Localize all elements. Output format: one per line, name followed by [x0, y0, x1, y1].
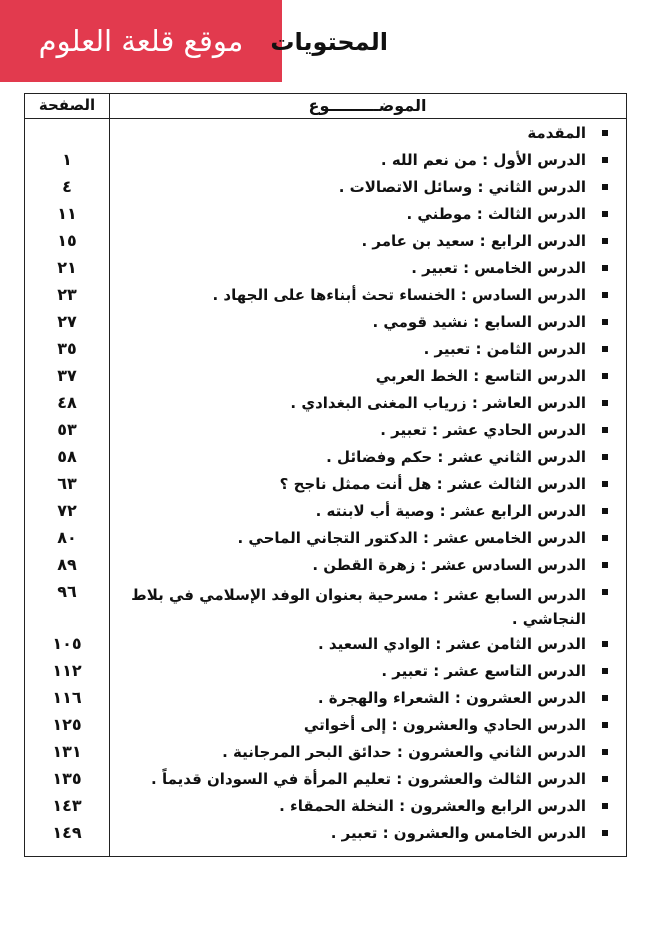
toc-topic: الدرس التاسع : الخط العربي	[375, 367, 586, 385]
toc-topic: الدرس الثالث عشر : هل أنت ممثل ناجح ؟	[279, 475, 586, 493]
toc-page-number: ١٣٥	[52, 769, 82, 788]
toc-topic: الدرس التاسع عشر : تعبير .	[381, 662, 586, 680]
toc-row	[25, 309, 626, 336]
toc-page-number: ٤٨	[57, 393, 77, 412]
header-divider	[25, 118, 626, 119]
toc-page-number: ٢٣	[57, 285, 77, 304]
page-title: المحتويات	[270, 28, 388, 56]
toc-page-number: ١١	[57, 204, 77, 223]
toc-page-number: ٥٨	[57, 447, 77, 466]
bullet-icon	[602, 641, 608, 647]
toc-topic: الدرس الثامن عشر : الوادي السعيد .	[317, 635, 586, 653]
bullet-icon	[602, 481, 608, 487]
toc-topic: الدرس الثالث والعشرون : تعليم المرأة في السودان قديماً .	[151, 770, 586, 788]
toc-page-number: ٥٣	[57, 420, 77, 439]
watermark-text: موقع قلعة العلوم	[38, 24, 244, 58]
bullet-icon	[602, 454, 608, 460]
toc-topic: الدرس الرابع : سعيد بن عامر .	[361, 232, 586, 250]
bullet-icon	[602, 508, 608, 514]
column-header-page: الصفحة	[38, 96, 96, 114]
toc-page-number: ٨٩	[57, 555, 77, 574]
toc-row	[25, 712, 626, 739]
toc-row	[25, 739, 626, 766]
bullet-icon	[602, 292, 608, 298]
toc-page-number: ٧٢	[57, 501, 77, 520]
toc-row	[25, 631, 626, 658]
toc-topic: الدرس السابع عشر : مسرحية بعنوان الوفد الإسلامي في بلاط النجاشي .	[131, 586, 586, 628]
toc-page-number: ٤	[62, 177, 72, 196]
toc-topic: الدرس الثاني عشر : حكم وفضائل .	[326, 448, 586, 466]
bullet-icon	[602, 535, 608, 541]
toc-page-number: ١	[62, 150, 72, 169]
toc-row	[25, 390, 626, 417]
bullet-icon	[602, 157, 608, 163]
toc-row	[25, 336, 626, 363]
toc-row	[25, 417, 626, 444]
toc-topic: الدرس الخامس والعشرون : تعبير .	[330, 824, 586, 842]
toc-topic: الدرس الثالث : موطني .	[406, 205, 586, 223]
toc-row	[25, 282, 626, 309]
toc-page-number: ١٤٣	[52, 796, 82, 815]
bullet-icon	[602, 211, 608, 217]
site-watermark-banner	[0, 0, 282, 82]
bullet-icon	[602, 749, 608, 755]
toc-row	[25, 363, 626, 390]
toc-topic: الدرس الثاني والعشرون : حدائق البحر المرجانية .	[222, 743, 586, 761]
toc-row	[25, 471, 626, 498]
toc-row	[25, 658, 626, 685]
toc-page-number: ٢٧	[57, 312, 77, 331]
toc-page-number: ٩٦	[57, 582, 77, 601]
toc-row	[25, 255, 626, 282]
bullet-icon	[602, 830, 608, 836]
toc-page-number: ١٤٩	[52, 823, 82, 842]
bullet-icon	[602, 130, 608, 136]
bullet-icon	[602, 668, 608, 674]
toc-row	[25, 147, 626, 174]
toc-topic: الدرس الحادي والعشرون : إلى أخواتي	[303, 716, 586, 734]
bullet-icon	[602, 265, 608, 271]
toc-topic: الدرس الأول : من نعم الله .	[380, 151, 586, 169]
bullet-icon	[602, 776, 608, 782]
toc-row	[25, 685, 626, 712]
bullet-icon	[602, 589, 608, 595]
toc-page-number: ١١٢	[52, 661, 82, 680]
bullet-icon	[602, 722, 608, 728]
toc-page-number: ٣٧	[57, 366, 77, 385]
toc-page-number: ٦٣	[57, 474, 77, 493]
toc-page-number: ١٥	[57, 231, 77, 250]
toc-row	[25, 793, 626, 820]
toc-topic: الدرس السادس : الخنساء تحث أبناءها على الجهاد .	[212, 286, 586, 304]
toc-topic: الدرس العاشر : زرياب المغنى البغدادي .	[290, 394, 586, 412]
toc-row	[25, 525, 626, 552]
bullet-icon	[602, 427, 608, 433]
toc-page-number: ١٣١	[52, 742, 82, 761]
toc-topic: الدرس السادس عشر : زهرة القطن .	[312, 556, 586, 574]
bullet-icon	[602, 346, 608, 352]
toc-page-number: ١٢٥	[52, 715, 82, 734]
toc-row	[25, 766, 626, 793]
toc-row	[25, 579, 626, 631]
toc-row	[25, 201, 626, 228]
bullet-icon	[602, 238, 608, 244]
toc-topic: الدرس العشرون : الشعراء والهجرة .	[317, 689, 586, 707]
toc-page-number: ٨٠	[57, 528, 77, 547]
toc-page-number: ٢١	[57, 258, 77, 277]
contents-table	[24, 93, 627, 857]
toc-row	[25, 120, 626, 147]
column-header-topic: الموضـــــــــوع	[308, 96, 427, 115]
bullet-icon	[602, 562, 608, 568]
toc-row	[25, 444, 626, 471]
toc-topic: الدرس الرابع والعشرون : النخلة الحمقاء .	[279, 797, 586, 815]
toc-topic: الدرس السابع : نشيد قومي .	[372, 313, 586, 331]
bullet-icon	[602, 319, 608, 325]
bullet-icon	[602, 184, 608, 190]
toc-page-number: ١١٦	[52, 688, 82, 707]
toc-page-number: ١٠٥	[52, 634, 82, 653]
toc-row	[25, 174, 626, 201]
bullet-icon	[602, 803, 608, 809]
toc-row	[25, 552, 626, 579]
toc-topic: الدرس الحادي عشر : تعبير .	[380, 421, 586, 439]
toc-topic: المقدمة	[527, 124, 586, 142]
toc-topic: الدرس الرابع عشر : وصية أب لابنته .	[315, 502, 586, 520]
toc-topic: الدرس الخامس : تعبير .	[411, 259, 586, 277]
toc-row	[25, 228, 626, 255]
toc-page-number: ٣٥	[57, 339, 77, 358]
toc-topic: الدرس الخامس عشر : الدكتور التجاني الماحي .	[237, 529, 586, 547]
toc-topic: الدرس الثاني : وسائل الاتصالات .	[338, 178, 586, 196]
toc-row	[25, 498, 626, 525]
toc-topic: الدرس الثامن : تعبير .	[423, 340, 586, 358]
bullet-icon	[602, 400, 608, 406]
bullet-icon	[602, 695, 608, 701]
toc-row	[25, 820, 626, 847]
bullet-icon	[602, 373, 608, 379]
